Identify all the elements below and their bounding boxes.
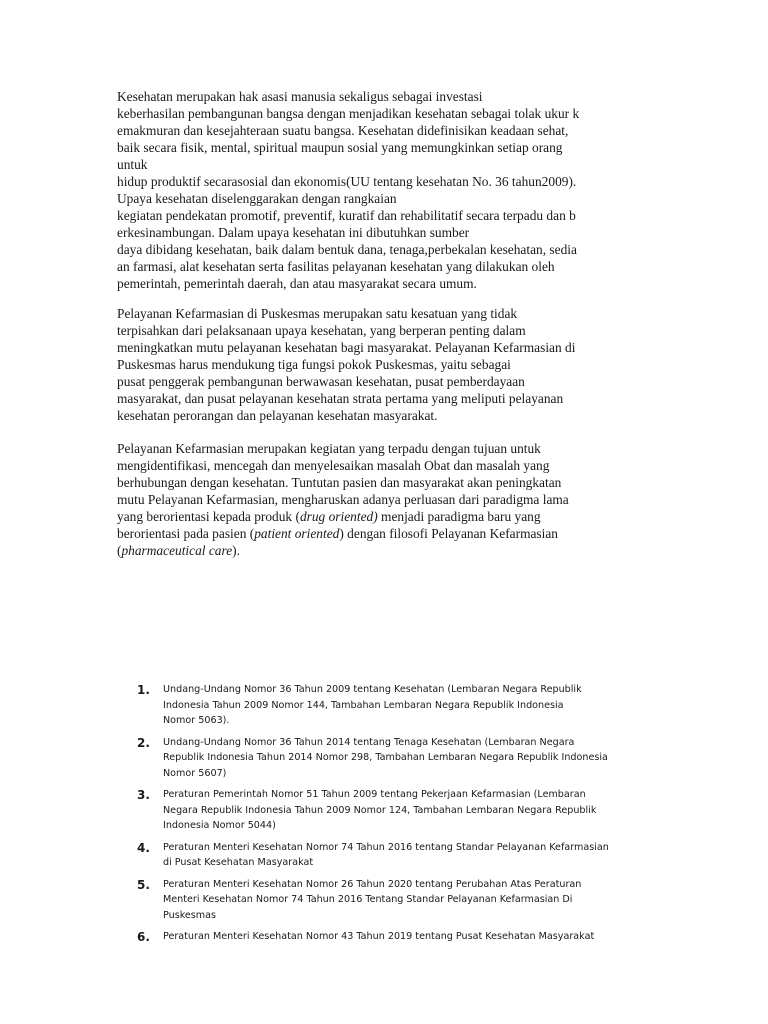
reference-line: Peraturan Menteri Kesehatan Nomor 74 Tahun 2016 tentang Standar Pelayanan Kefarmasian	[163, 841, 609, 853]
reference-line: Republik Indonesia Tahun 2014 Nomor 298, Tambahan Lembaran Negara Republik Indonesia	[163, 752, 608, 763]
paragraph-line: pemerintah, pemerintah daerah, dan atau masyarakat secara umum.	[117, 276, 477, 291]
paragraph-line: pusat penggerak pembangunan berwawasan kesehatan, pusat pemberdayaan	[117, 374, 525, 389]
paragraph-line: Upaya kesehatan diselenggarakan dengan rangkaian	[117, 191, 397, 206]
paragraph-line: berhubungan dengan kesehatan. Tuntutan pasien dan masyarakat akan peningkatan	[117, 475, 562, 490]
italic-term: patient oriented	[254, 526, 340, 541]
reference-line: Menteri Kesehatan Nomor 74 Tahun 2016 Tentang Standar Pelayanan Kefarmasian Di	[163, 894, 573, 905]
paragraph-line	[117, 542, 657, 559]
list-number: 2.	[137, 735, 150, 750]
paragraph-line: masyarakat, dan pusat pelayanan kesehatan strata pertama yang meliputi pelayanan	[117, 391, 564, 406]
reference-line: Peraturan Pemerintah Nomor 51 Tahun 2009 tentang Pekerjaan Kefarmasian (Lembaran	[163, 789, 586, 800]
paragraph-line: mutu Pelayanan Kefarmasian, mengharuskan adanya perluasan dari paradigma lama	[117, 492, 569, 507]
paragraph-2	[117, 305, 657, 424]
reference-line: Indonesia Tahun 2009 Nomor 144, Tambahan Lembaran Negara Republik Indonesia	[163, 699, 564, 711]
reference-line: di Pusat Kesehatan Masyarakat	[163, 857, 314, 868]
italic-term: pharmaceutical care	[121, 543, 233, 558]
reference-line: Indonesia Nomor 5044)	[163, 820, 276, 831]
list-item	[137, 682, 657, 729]
list-number: 4.	[137, 840, 150, 855]
paragraph-line: an farmasi, alat kesehatan serta fasilitas pelayanan kesehatan yang dilakukan oleh	[117, 259, 555, 274]
list-item	[137, 735, 657, 782]
paragraph-line: hidup produktif secarasosial dan ekonomis(UU tentang kesehatan No. 36 tahun2009).	[117, 174, 577, 189]
reference-line: Peraturan Menteri Kesehatan Nomor 43 Tahun 2019 tentang Pusat Kesehatan Masyarakat	[163, 931, 595, 942]
italic-term: drug oriented)	[299, 509, 378, 524]
reference-line: Negara Republik Indonesia Tahun 2009 Nomor 124, Tambahan Lembaran Negara Republik	[163, 804, 597, 816]
reference-line: Undang-Undang Nomor 36 Tahun 2009 tentang Kesehatan (Lembaran Negara Republik	[163, 684, 582, 695]
paragraph-line: Puskesmas harus mendukung tiga fungsi pokok Puskesmas, yaitu sebagai	[117, 357, 511, 372]
list-number: 5.	[137, 877, 150, 892]
paragraph-line: untuk	[117, 157, 148, 172]
paragraph-line: daya dibidang kesehatan, baik dalam bentuk dana, tenaga,perbekalan kesehatan, sedia	[117, 242, 577, 257]
reference-line: Nomor 5063).	[163, 715, 230, 726]
paragraph-3	[117, 440, 657, 559]
paragraph-line: Pelayanan Kefarmasian di Puskesmas merupakan satu kesatuan yang tidak	[117, 306, 518, 321]
list-number: 1.	[137, 683, 150, 697]
paragraph-line	[117, 525, 657, 542]
list-item	[137, 787, 657, 834]
reference-line: Peraturan Menteri Kesehatan Nomor 26 Tahun 2020 tentang Perubahan Atas Peraturan	[163, 878, 582, 890]
list-item	[137, 840, 657, 871]
text-run: berorientasi pada pasien (	[117, 526, 255, 541]
paragraph-line: erkesinambungan. Dalam upaya kesehatan ini dibutuhkan sumber	[117, 225, 470, 240]
paragraph-line: emakmuran dan kesejahteraan suatu bangsa. Kesehatan didefinisikan keadaan sehat,	[117, 123, 569, 138]
reference-line: Nomor 5607)	[163, 767, 227, 779]
paragraph-line: Pelayanan Kefarmasian merupakan kegiatan yang terpadu dengan tujuan untuk	[117, 441, 541, 456]
text-run: menjadi paradigma baru yang	[377, 509, 541, 524]
list-number: 3.	[137, 788, 150, 802]
paragraph-line: meningkatkan mutu pelayanan kesehatan bagi masyarakat. Pelayanan Kefarmasian di	[117, 340, 576, 355]
text-run: yang berorientasi kepada produk (	[117, 509, 300, 524]
reference-list	[137, 682, 657, 951]
list-item	[137, 929, 657, 945]
text-run: (	[117, 543, 122, 558]
paragraph-line: terpisahkan dari pelaksanaan upaya kesehatan, yang berperan penting dalam	[117, 323, 526, 338]
reference-line: Puskesmas	[163, 909, 217, 921]
list-item	[137, 877, 657, 924]
text-run: ).	[232, 543, 240, 558]
text-run: ) dengan filosofi Pelayanan Kefarmasian	[339, 526, 559, 541]
list-number: 6.	[137, 930, 150, 944]
paragraph-line: kegiatan pendekatan promotif, preventif, kuratif dan rehabilitatif secara terpadu dan b	[117, 208, 576, 223]
paragraph-line: keberhasilan pembangunan bangsa dengan menjadikan kesehatan sebagai tolak ukur k	[117, 106, 580, 121]
paragraph-1	[117, 88, 657, 292]
reference-line: Undang-Undang Nomor 36 Tahun 2014 tentang Tenaga Kesehatan (Lembaran Negara	[163, 736, 575, 748]
paragraph-line: kesehatan perorangan dan pelayanan kesehatan masyarakat.	[117, 408, 438, 423]
paragraph-line: Kesehatan merupakan hak asasi manusia sekaligus sebagai investasi	[117, 89, 483, 104]
paragraph-line: mengidentifikasi, mencegah dan menyelesaikan masalah Obat dan masalah yang	[117, 458, 550, 473]
paragraph-line: baik secara fisik, mental, spiritual maupun sosial yang memungkinkan setiap orang	[117, 140, 563, 155]
paragraph-line	[117, 508, 657, 525]
